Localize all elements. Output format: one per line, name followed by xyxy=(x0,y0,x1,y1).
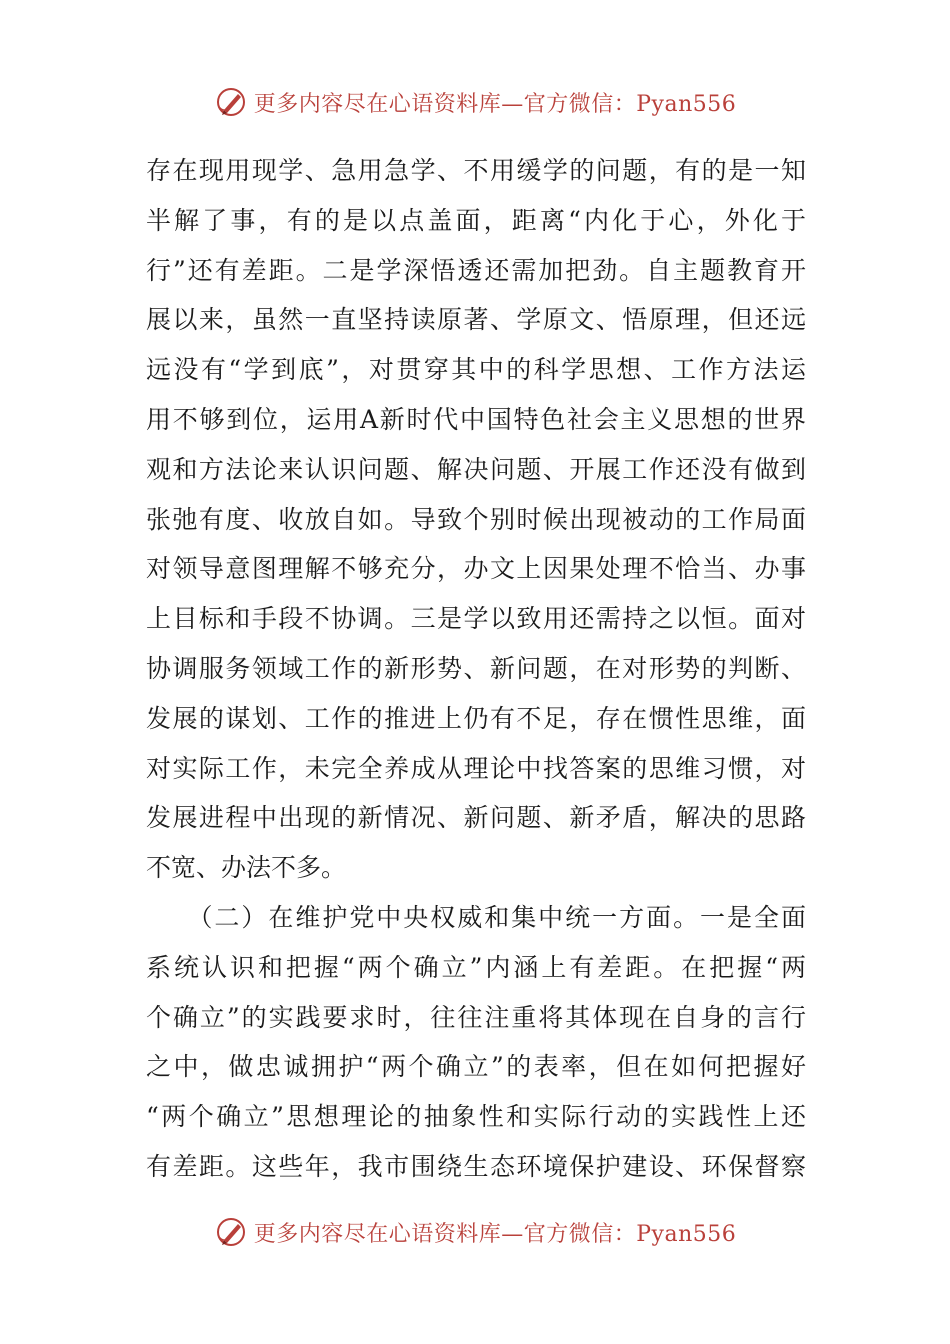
text-line: 存在现用现学、急用急学、不用缓学的问题，有的是一知 xyxy=(146,156,806,185)
pen-logo-icon xyxy=(214,1215,248,1249)
document-body xyxy=(146,146,806,1192)
text-line: 张弛有度、收放自如。导致个别时候出现被动的工作局面 xyxy=(146,504,806,534)
text-line: 发展进程中出现的新情况、新问题、新矛盾，解决的思路 xyxy=(146,803,806,833)
text-line: 系统认识和把握“两个确立”内涵上有差距。在把握“两 xyxy=(146,952,806,982)
text-line: 远没有“学到底”，对贯穿其中的科学思想、工作方法运 xyxy=(146,355,806,385)
pen-logo-icon xyxy=(214,85,248,119)
text-line: 发展的谋划、工作的推进上仍有不足，存在惯性思维，面 xyxy=(146,703,806,733)
text-line: 对领导意图理解不够充分，办文上因果处理不恰当、办事 xyxy=(146,554,806,584)
header-banner-text: 更多内容尽在心语资料库—官方微信：Pyan556 xyxy=(253,91,737,117)
text-line: 观和方法论来认识问题、解决问题、开展工作还没有做到 xyxy=(146,454,806,484)
text-line: 有差距。这些年，我市围绕生态环境保护建设、环保督察 xyxy=(146,1151,806,1181)
text-line: （二）在维护党中央权威和集中统一方面。一是全面 xyxy=(146,902,806,932)
text-line: 不宽、办法不多。 xyxy=(146,853,347,883)
text-line: 行”还有差距。二是学深悟透还需加把劲。自主题教育开 xyxy=(146,255,806,285)
text-line: 之中，做忠诚拥护“两个确立”的表率，但在如何把握好 xyxy=(146,1052,806,1082)
text-line: 展以来，虽然一直坚持读原著、学原文、悟原理，但还远 xyxy=(146,305,806,335)
text-line: 上目标和手段不协调。三是学以致用还需持之以恒。面对 xyxy=(146,604,806,634)
footer-banner-text: 更多内容尽在心语资料库—官方微信：Pyan556 xyxy=(253,1221,737,1247)
header-banner xyxy=(0,82,950,122)
footer-banner xyxy=(0,1212,950,1252)
text-line: 个确立”的实践要求时，往往注重将其体现在自身的言行 xyxy=(146,1002,806,1032)
text-line: “两个确立”思想理论的抽象性和实际行动的实践性上还 xyxy=(146,1102,806,1132)
text-line: 半解了事，有的是以点盖面，距离“内化于心，外化于 xyxy=(146,205,806,235)
text-line: 协调服务领域工作的新形势、新问题，在对形势的判断、 xyxy=(146,653,806,683)
text-line: 对实际工作，未完全养成从理论中找答案的思维习惯，对 xyxy=(146,753,806,783)
text-line: 用不够到位，运用A新时代中国特色社会主义思想的世界 xyxy=(146,404,806,434)
